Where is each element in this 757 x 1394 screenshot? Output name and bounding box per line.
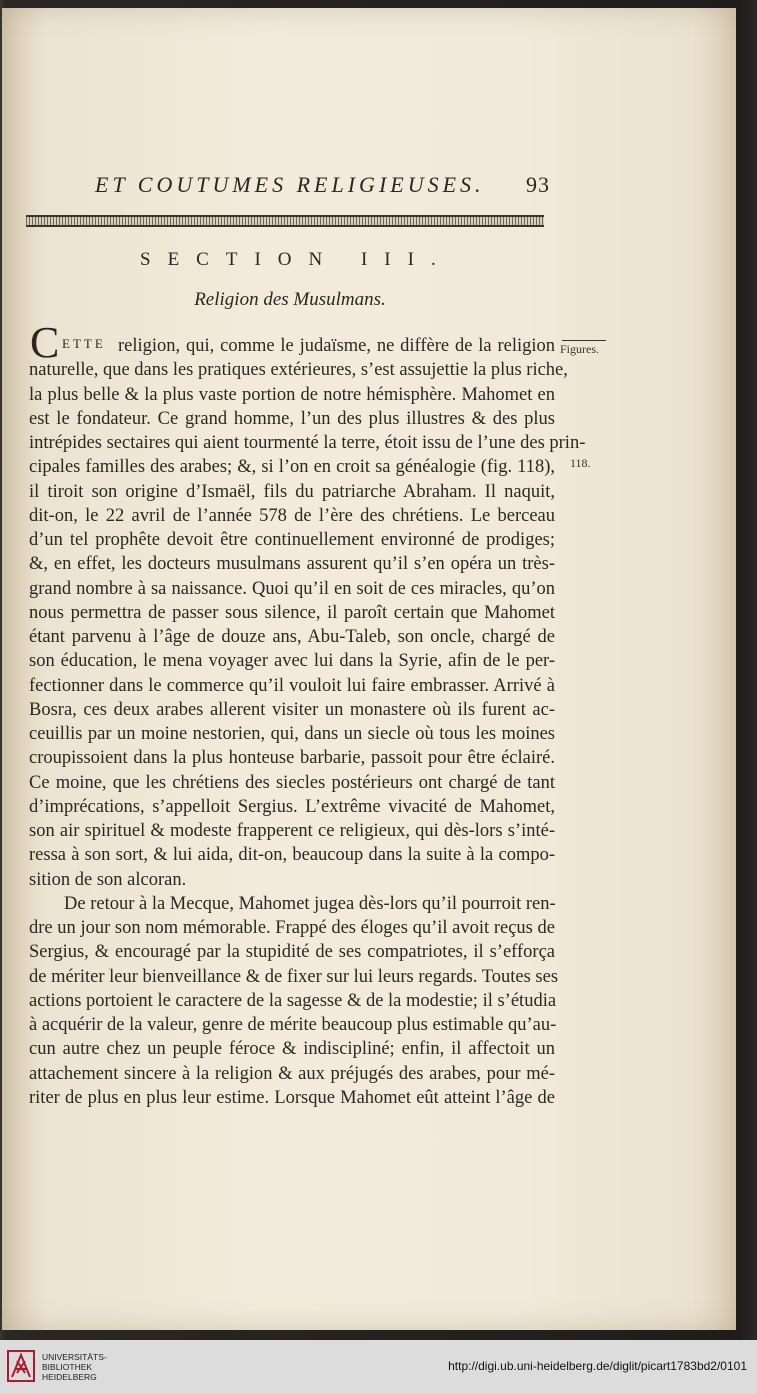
running-head — [95, 172, 550, 206]
text-line: De retour à la Mecque, Mahomet jugea dès-lors qu’il pourroit ren- — [64, 893, 556, 914]
text-line: étant parvenu à l’âge de douze ans, Abu-Taleb, son oncle, chargé de — [29, 627, 555, 647]
institution-line-3: HEIDELBERG — [42, 1372, 97, 1382]
text-line: Bosra, ces deux arabes allerent visiter un monastere où ils furent ac- — [29, 699, 555, 720]
section-title: SECTION III. — [140, 249, 453, 270]
text-line: dre un jour son nom mémorable. Frappé des éloges qu’il avoit reçus de — [29, 918, 555, 938]
text-line: dit-on, le 22 avril de l’année 578 de l’ère des chrétiens. Le berceau — [29, 505, 555, 526]
first-word-smallcaps: ETTE — [62, 336, 106, 351]
text-line: Sergius, & encouragé par la stupidité de ses compatriotes, il s’efforça — [29, 942, 555, 963]
institution-line-2: BIBLIOTHEK — [42, 1362, 93, 1372]
text-line: d’imprécations, s’appelloit Sergius. L’extrême vivacité de Mahomet, — [29, 796, 555, 817]
text-line: ressa à son sort, & lui aida, dit-on, beaucoup dans la suite à la compo- — [29, 845, 555, 866]
text-line: naturelle, que dans les pratiques extérieures, s’est assujettie la plus riche, — [29, 360, 568, 381]
text-line: à acquérir de la valeur, genre de mérite beaucoup plus estimable qu’au- — [29, 1015, 557, 1035]
text-line: intrépides sectaires qui aient tourmenté la terre, étoit issu de l’une des prin- — [29, 433, 586, 453]
footer-bar — [0, 1340, 757, 1394]
text-line: ceuillis par un moine nestorien, qui, dans un siecle où tous les moines — [29, 724, 555, 744]
text-line: attachement sincere à la religion & aux préjugés des arabes, pour mé- — [29, 1063, 555, 1084]
text-line: &, en effet, les docteurs musulmans assurent qu’il s’en opéra un très- — [29, 554, 555, 575]
text-line: d’un tel prophête devoit être continuellement environné de prodiges; — [29, 530, 555, 550]
text-line: nous permettra de passer sous silence, il paroît certain que Mahomet — [29, 602, 555, 623]
margin-figures-label: Figures. — [560, 342, 599, 356]
drop-cap: C — [30, 318, 60, 367]
text-line: la plus belle & la plus vaste portion de notre hémisphère. Mahomet en — [29, 384, 555, 405]
text-line: son éducation, le mena voyager avec lui dans la Syrie, afin de le per- — [29, 651, 555, 672]
text-line-first: religion, qui, comme le judaïsme, ne diffère de la religion — [118, 336, 555, 356]
margin-rule — [562, 340, 606, 341]
text-line: sition de son alcoran. — [29, 869, 187, 890]
text-line: cipales familles des arabes; &, si l’on en croit sa généalogie (fig. 118), — [29, 457, 555, 478]
text-line: Ce moine, que les chrétiens des siecles postérieurs ont chargé de tant — [29, 772, 555, 793]
text-line: son air spirituel & modeste frapperent ce religieux, qui dès-lors s’inté- — [29, 821, 555, 841]
library-logo-icon — [6, 1347, 36, 1385]
text-line: grand nombre à sa naissance. Quoi qu’il en soit de ces miracles, qu’on — [29, 578, 555, 599]
section-subtitle: Religion des Musulmans. — [194, 289, 386, 310]
text-line: actions portoient le caractere de la sagesse & de la modestie; il s’étudia — [29, 990, 557, 1011]
source-url-link[interactable]: http://digi.ub.uni-heidelberg.de/diglit/picart1783bd2/0101 — [448, 1359, 747, 1373]
text-line: de mériter leur bienveillance & de fixer sur lui leurs regards. Toutes ses — [29, 966, 559, 987]
institution-name — [42, 1352, 142, 1382]
margin-fig-number: 118. — [570, 456, 591, 470]
text-line: riter de plus en plus leur estime. Lorsque Mahomet eût atteint l’âge de — [29, 1087, 555, 1108]
text-line: croupissoient dans la plus honteuse barbarie, passoit pour être éclairé. — [29, 748, 555, 769]
institution-line-1: UNIVERSITÄTS- — [42, 1352, 107, 1362]
text-line: il tiroit son origine d’Ismaël, fils du patriarche Abraham. Il naquit, — [29, 481, 555, 502]
page-number: 93 — [526, 172, 550, 197]
text-line: cun autre chez un peuple féroce & indiscipliné; enfin, il affectoit un — [29, 1039, 555, 1060]
text-line: est le fondateur. Ce grand homme, l’un des plus illustres & des plus — [29, 408, 555, 429]
ornamental-rule — [26, 215, 544, 227]
text-line: fectionner dans le commerce qu’il vouloit lui faire embrasser. Arrivé à — [29, 675, 555, 696]
running-title: ET COUTUMES RELIGIEUSES. — [95, 172, 485, 197]
